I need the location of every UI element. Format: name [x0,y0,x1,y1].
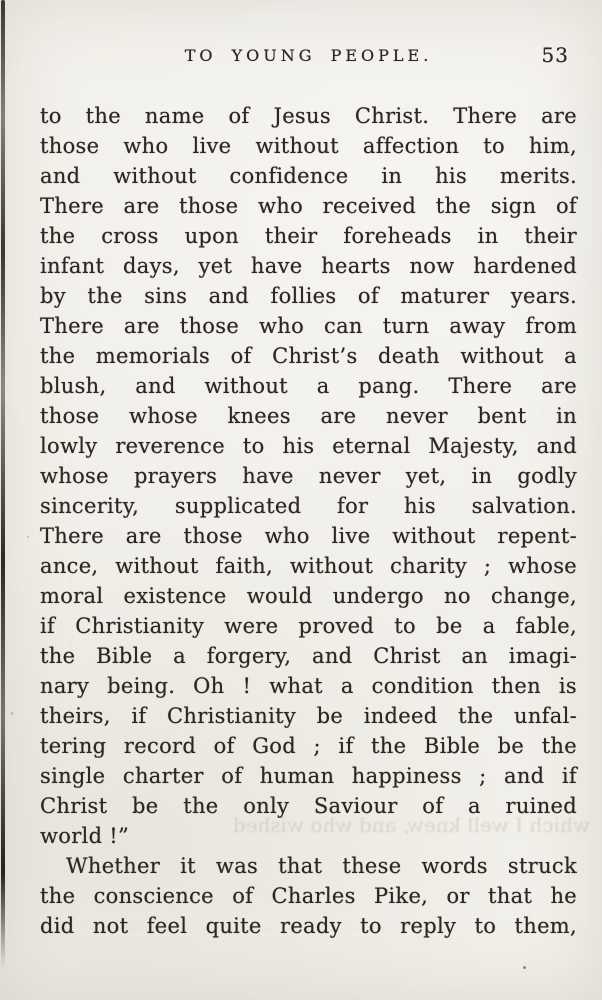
text-line: There are those who live without repent- [40,524,577,548]
paragraph [40,851,577,941]
text-line: the memorials of Christ’s death without a [40,344,577,368]
ink-speck [27,536,29,538]
text-line: sincerity, supplicated for his salvation. [40,494,577,518]
ink-speck [11,712,13,715]
text-line: theirs, if Christianity be indeed the unfal- [40,704,577,728]
page-edge-shadow [1,0,5,968]
text-line: nary being. Oh ! what a condition then is [40,674,577,698]
text-line: those who live without affection to him, [40,134,577,158]
text-line: those whose knees are never bent in [40,404,577,428]
text-line: There are those who can turn away from [40,314,577,338]
text-line: the conscience of Charles Pike, or that he [40,884,577,908]
text-line: the cross upon their foreheads in their [40,224,577,248]
text-line: ance, without faith, without charity ; whose [40,554,577,578]
text-line: tering record of God ; if the Bible be the [40,734,577,758]
text-line: if Christianity were proved to be a fable, [40,614,577,638]
page-number: 53 [541,43,569,67]
paragraph [40,101,577,851]
text-line: single charter of human happiness ; and if [40,764,577,788]
text-line: Christ be the only Saviour of a ruined [40,794,577,818]
text-line: There are those who received the sign of [40,194,577,218]
text-line: lowly reverence to his eternal Majesty, and [40,434,577,458]
text-line: whose prayers have never yet, in godly [40,464,577,488]
text-line: to the name of Jesus Christ. There are [40,104,577,128]
text-line: infant days, yet have hearts now hardened [40,254,577,278]
show-through-ghost-text: which I well knew, and who wished [232,813,590,837]
text-line: by the sins and follies of maturer years. [40,284,577,308]
body-text [40,101,577,941]
running-header [40,43,577,72]
text-line: the Bible a forgery, and Christ an imagi- [40,644,577,668]
text-line: did not feel quite ready to reply to them, [40,914,577,938]
text-line: blush, and without a pang. There are [40,374,577,398]
text-line: world !” [40,824,130,848]
ink-speck [523,966,526,969]
text-line: and without confidence in his merits. [40,164,577,188]
text-line: Whether it was that these words struck [66,854,577,878]
text-line: moral existence would undergo no change, [40,584,577,608]
running-title: TO YOUNG PEOPLE. [184,46,433,65]
